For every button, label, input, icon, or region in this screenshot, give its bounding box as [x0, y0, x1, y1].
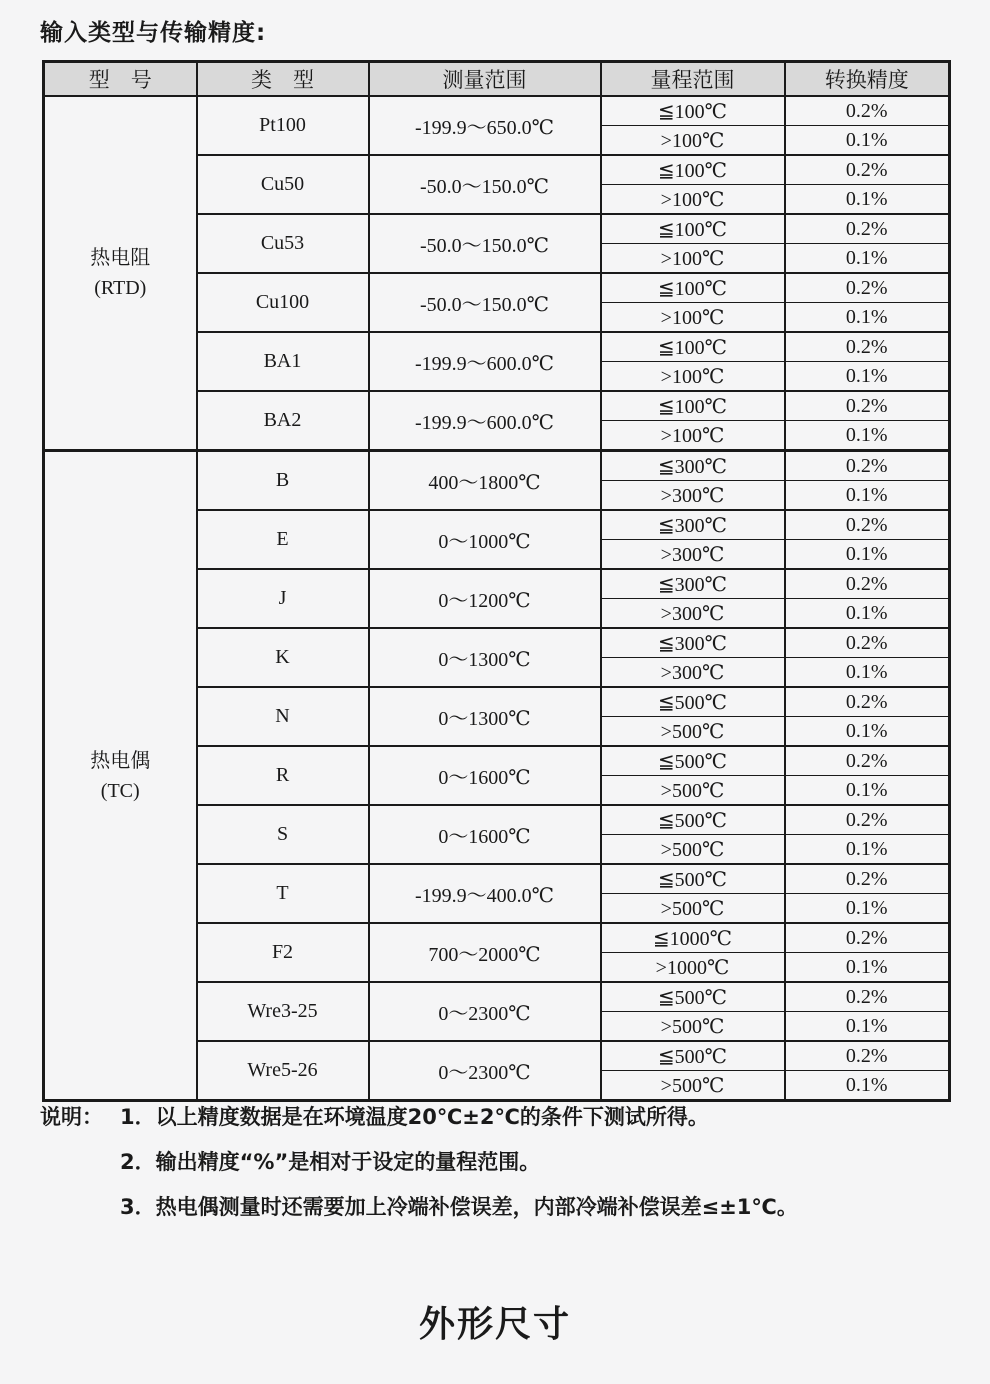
span-cell: ≦100℃: [601, 214, 785, 244]
span-cell: >500℃: [601, 1071, 785, 1101]
accuracy-cell: 0.1%: [785, 540, 950, 570]
accuracy-cell: 0.1%: [785, 717, 950, 747]
span-cell: >500℃: [601, 776, 785, 806]
span-cell: >500℃: [601, 1012, 785, 1042]
type-cell: N: [197, 687, 369, 746]
spec-table: [42, 60, 951, 1102]
span-cell: ≦300℃: [601, 569, 785, 599]
model-cell: [44, 96, 197, 451]
accuracy-cell: 0.2%: [785, 391, 950, 421]
range-cell: 0～1300℃: [369, 687, 601, 746]
span-cell: >500℃: [601, 894, 785, 924]
span-cell: >300℃: [601, 481, 785, 511]
accuracy-cell: 0.1%: [785, 362, 950, 392]
range-cell: 0～1600℃: [369, 805, 601, 864]
span-cell: >100℃: [601, 185, 785, 215]
accuracy-cell: 0.1%: [785, 1071, 950, 1101]
span-cell: >500℃: [601, 835, 785, 865]
accuracy-cell: 0.2%: [785, 746, 950, 776]
note-text: 1．以上精度数据是在环境温度20℃±2℃的条件下测试所得。: [120, 1105, 709, 1129]
accuracy-cell: 0.2%: [785, 214, 950, 244]
accuracy-cell: 0.2%: [785, 628, 950, 658]
type-cell: Wre5-26: [197, 1041, 369, 1101]
accuracy-cell: 0.1%: [785, 126, 950, 156]
range-cell: 700～2000℃: [369, 923, 601, 982]
type-cell: Cu53: [197, 214, 369, 273]
accuracy-cell: 0.1%: [785, 244, 950, 274]
column-header-range: 测量范围: [369, 62, 601, 97]
range-cell: 0～1000℃: [369, 510, 601, 569]
range-cell: -50.0～150.0℃: [369, 214, 601, 273]
accuracy-cell: 0.2%: [785, 569, 950, 599]
span-cell: >1000℃: [601, 953, 785, 983]
accuracy-cell: 0.2%: [785, 96, 950, 126]
column-header-accuracy: 转换精度: [785, 62, 950, 97]
accuracy-cell: 0.2%: [785, 982, 950, 1012]
accuracy-cell: 0.1%: [785, 894, 950, 924]
table-row: [44, 96, 950, 126]
span-cell: >300℃: [601, 540, 785, 570]
column-header-span: 量程范围: [601, 62, 785, 97]
span-cell: ≦500℃: [601, 864, 785, 894]
type-cell: Cu50: [197, 155, 369, 214]
span-cell: ≦500℃: [601, 805, 785, 835]
column-header-type: 类 型: [197, 62, 369, 97]
range-cell: 0～1200℃: [369, 569, 601, 628]
range-cell: -199.9～600.0℃: [369, 332, 601, 391]
span-cell: ≦100℃: [601, 391, 785, 421]
span-cell: >100℃: [601, 362, 785, 392]
accuracy-cell: 0.1%: [785, 185, 950, 215]
table-row: [44, 451, 950, 481]
span-cell: >100℃: [601, 126, 785, 156]
span-cell: ≦100℃: [601, 155, 785, 185]
accuracy-cell: 0.1%: [785, 421, 950, 451]
type-cell: J: [197, 569, 369, 628]
notes-block: [40, 1102, 798, 1237]
accuracy-cell: 0.1%: [785, 599, 950, 629]
section-heading: 外形尺寸: [418, 1304, 571, 1345]
accuracy-cell: 0.1%: [785, 303, 950, 333]
span-cell: >100℃: [601, 421, 785, 451]
model-abbr: (TC): [100, 779, 140, 802]
accuracy-cell: 0.1%: [785, 481, 950, 511]
accuracy-cell: 0.2%: [785, 155, 950, 185]
table-header-row: [44, 62, 950, 97]
note-line: [40, 1147, 798, 1177]
note-line: [40, 1192, 798, 1222]
type-cell: B: [197, 451, 369, 511]
accuracy-cell: 0.2%: [785, 864, 950, 894]
accuracy-cell: 0.1%: [785, 658, 950, 688]
notes-label: 说明：: [40, 1105, 103, 1129]
accuracy-cell: 0.1%: [785, 1012, 950, 1042]
span-cell: >100℃: [601, 244, 785, 274]
model-name: 热电偶: [90, 749, 151, 772]
range-cell: -50.0～150.0℃: [369, 273, 601, 332]
span-cell: ≦300℃: [601, 628, 785, 658]
model-cell: [44, 451, 197, 1101]
span-cell: ≦500℃: [601, 982, 785, 1012]
note-text: 2．输出精度“%”是相对于设定的量程范围。: [120, 1150, 541, 1174]
column-header-model: 型 号: [44, 62, 197, 97]
span-cell: ≦100℃: [601, 273, 785, 303]
accuracy-cell: 0.2%: [785, 273, 950, 303]
model-name: 热电阻: [90, 247, 151, 269]
accuracy-cell: 0.2%: [785, 805, 950, 835]
span-cell: ≦100℃: [601, 332, 785, 362]
range-cell: -199.9～600.0℃: [369, 391, 601, 451]
span-cell: >300℃: [601, 658, 785, 688]
type-cell: BA2: [197, 391, 369, 451]
span-cell: >300℃: [601, 599, 785, 629]
range-cell: 0～2300℃: [369, 1041, 601, 1101]
page-title: 输入类型与传输精度:: [40, 20, 267, 46]
type-cell: BA1: [197, 332, 369, 391]
note-line: [40, 1102, 798, 1132]
span-cell: ≦300℃: [601, 451, 785, 481]
span-cell: ≦500℃: [601, 687, 785, 717]
span-cell: ≦100℃: [601, 96, 785, 126]
accuracy-cell: 0.2%: [785, 332, 950, 362]
accuracy-cell: 0.2%: [785, 923, 950, 953]
type-cell: R: [197, 746, 369, 805]
range-cell: 0～1600℃: [369, 746, 601, 805]
type-cell: E: [197, 510, 369, 569]
span-cell: ≦300℃: [601, 510, 785, 540]
type-cell: Wre3-25: [197, 982, 369, 1041]
accuracy-cell: 0.1%: [785, 835, 950, 865]
range-cell: 0～1300℃: [369, 628, 601, 687]
span-cell: >500℃: [601, 717, 785, 747]
accuracy-cell: 0.1%: [785, 953, 950, 983]
span-cell: ≦500℃: [601, 746, 785, 776]
range-cell: 400～1800℃: [369, 451, 601, 511]
type-cell: F2: [197, 923, 369, 982]
accuracy-cell: 0.1%: [785, 776, 950, 806]
type-cell: Pt100: [197, 96, 369, 155]
accuracy-cell: 0.2%: [785, 510, 950, 540]
type-cell: K: [197, 628, 369, 687]
span-cell: >100℃: [601, 303, 785, 333]
span-cell: ≦1000℃: [601, 923, 785, 953]
note-text: 3．热电偶测量时还需要加上冷端补偿误差，内部冷端补偿误差≤±1℃。: [120, 1195, 798, 1219]
range-cell: 0～2300℃: [369, 982, 601, 1041]
model-abbr: (RTD): [94, 277, 147, 299]
type-cell: Cu100: [197, 273, 369, 332]
type-cell: T: [197, 864, 369, 923]
range-cell: -199.9～400.0℃: [369, 864, 601, 923]
accuracy-cell: 0.2%: [785, 451, 950, 481]
type-cell: S: [197, 805, 369, 864]
accuracy-cell: 0.2%: [785, 687, 950, 717]
range-cell: -199.9～650.0℃: [369, 96, 601, 155]
span-cell: ≦500℃: [601, 1041, 785, 1071]
accuracy-cell: 0.2%: [785, 1041, 950, 1071]
range-cell: -50.0～150.0℃: [369, 155, 601, 214]
